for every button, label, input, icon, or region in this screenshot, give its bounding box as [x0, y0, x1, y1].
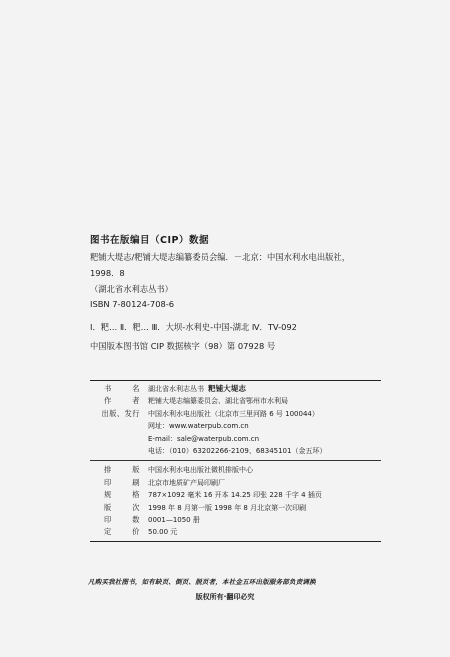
- colophon-section-printing: [90, 460, 381, 540]
- label-printing: 印 刷: [104, 477, 140, 487]
- label-edition: 版 次: [104, 502, 140, 512]
- phone-value: 电话：（010）63202266-2109、68345101（金五环）: [148, 446, 327, 455]
- label-book-title: 书 名: [104, 384, 140, 393]
- copyright-notice: 版权所有·翻印必究: [195, 593, 255, 601]
- cip-date: 1998．8: [90, 268, 125, 278]
- colophon-labels: [90, 464, 140, 538]
- series-name: 湖北省水利志丛书: [148, 385, 204, 393]
- colophon-values: [140, 383, 381, 457]
- edition-value: 1998 年 8 月第一版 1998 年 8 月北京第一次印刷: [148, 503, 307, 512]
- colophon-values: [140, 464, 381, 538]
- author-value: 粑铺大堤志编纂委员会、湖北省鄂州市水利局: [148, 397, 288, 406]
- label-publisher: 出版、发行: [101, 408, 140, 418]
- book-title-value: [148, 383, 381, 395]
- label-format: 规 格: [104, 490, 140, 500]
- cip-isbn: ISBN 7-80124-708-6: [90, 299, 175, 309]
- typesetting-value: 中国水利水电出版社微机排版中心: [148, 466, 253, 475]
- cip-title: 图书在版编目（CIP）数据: [90, 235, 209, 246]
- cip-csn-number: 中国版本图书馆 CIP 数据核字（98）第 07928 号: [90, 341, 276, 351]
- label-price: 定 价: [104, 527, 140, 537]
- website-value: 网址：www.waterpub.com.cn: [148, 422, 249, 431]
- book-title: 粑铺大堤志: [208, 384, 246, 393]
- price-value: 50.00 元: [148, 528, 178, 537]
- label-author: 作 者: [104, 396, 140, 406]
- colophon-labels: [90, 383, 140, 457]
- cip-series: （湖北省水利志丛书）: [90, 284, 173, 294]
- cip-bibliographic-line: 粑铺大堤志/粑铺大堤志编纂委员会编．－北京：中国水利水电出版社，: [90, 252, 351, 262]
- cip-classification: Ⅰ．粑… Ⅱ．粑… Ⅲ．大坝-水利史-中国-湖北 Ⅳ．TV-092: [90, 322, 297, 332]
- format-value: 787×1092 毫米 16 开本 14.25 印张 228 千字 4 插页: [148, 491, 322, 500]
- colophon-table: [90, 380, 381, 542]
- label-typesetting: 排 版: [104, 465, 140, 475]
- label-print-run: 印 数: [104, 514, 140, 524]
- printing-value: 北京市地质矿产局印刷厂: [148, 478, 225, 487]
- colophon-section-publication: [90, 381, 381, 460]
- print-run-value: 0001—1050 册: [148, 515, 200, 524]
- publisher-value: 中国水利水电出版社（北京市三里河路 6 号 100044）: [148, 409, 319, 418]
- email-value: E-mail：sale@waterpub.com.cn: [148, 434, 260, 443]
- replacement-notice: 凡购买我社图书，如有缺页、倒页、脱页者，本社金五环出版服务部负责调换: [88, 578, 316, 586]
